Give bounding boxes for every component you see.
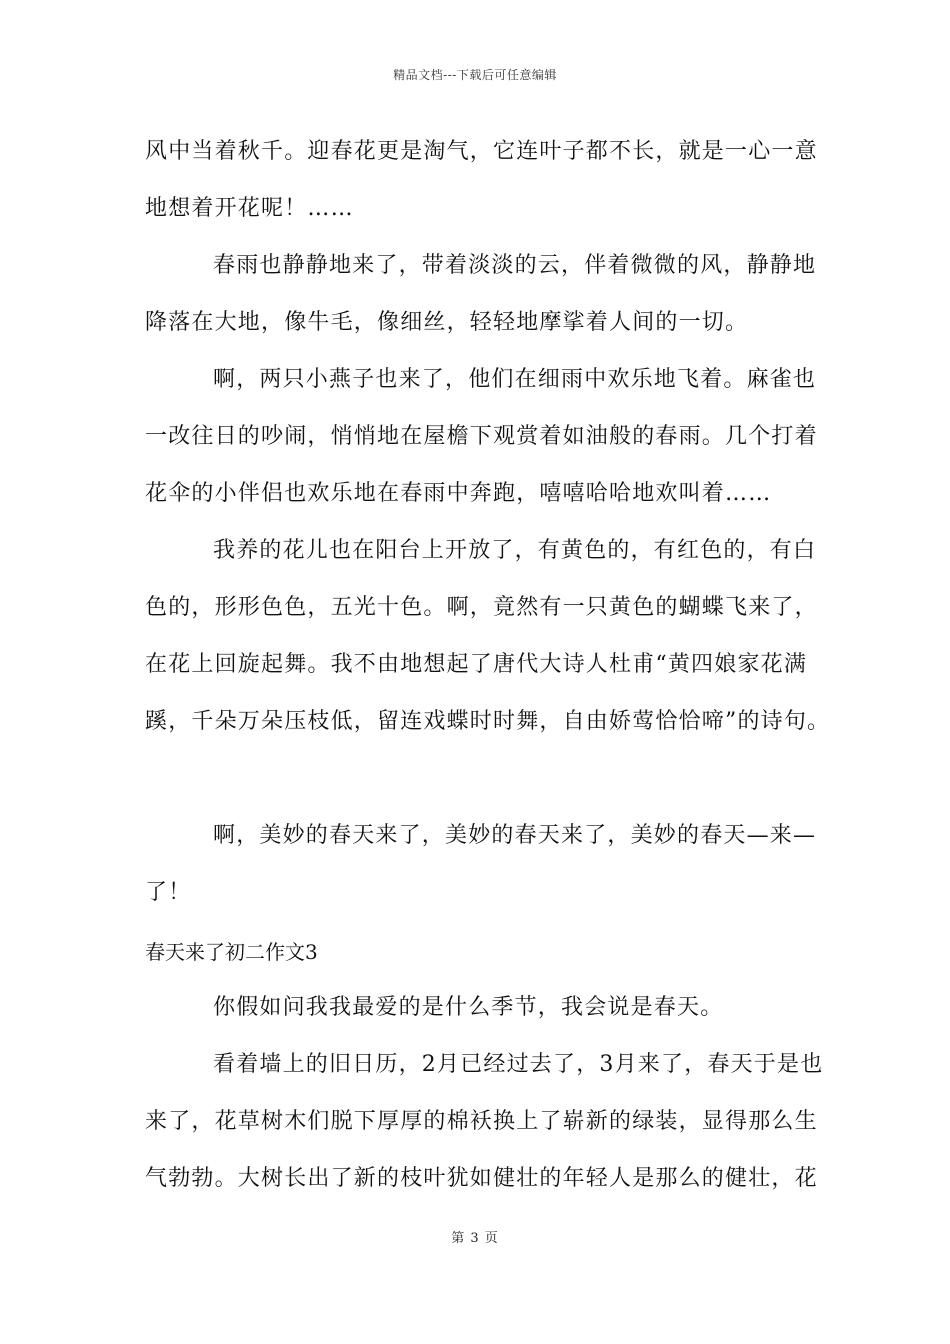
- paragraph-start: 啊，两只小燕子也来了，他们在细雨中欢乐地飞着。麻雀也: [213, 367, 817, 392]
- page-header: 精品文档---下载后可任意编辑: [393, 68, 557, 82]
- paragraph-start: 啊，美妙的春天来了，美妙的春天来了，美妙的春天—来—: [213, 823, 817, 848]
- text-line: 在花上回旋起舞。我不由地想起了唐代大诗人杜甫“黄四娘家花满: [145, 652, 808, 677]
- text-line: 蹊，千朵万朵压枝低，留连戏蝶时时舞，自由娇莺恰恰啼”的诗句。: [145, 709, 831, 734]
- paragraph-start: 你假如问我我最爱的是什么季节，我会说是春天。: [213, 995, 724, 1020]
- text-line: 气勃勃。大树长出了新的枝叶犹如健壮的年轻人是那么的健壮，花: [145, 1166, 818, 1191]
- text-line: 风中当着秋千。迎春花更是淘气，它连叶子都不长，就是一心一意: [145, 139, 818, 164]
- paragraph-start: 看着墙上的旧日历，2月已经过去了，3月来了，春天于是也: [213, 1052, 824, 1077]
- text-line: 花伞的小伴侣也欢乐地在春雨中奔跑，嘻嘻哈哈地欢叫着……: [145, 481, 772, 506]
- page-number: 第 3 页: [451, 1231, 499, 1246]
- text-line: 地想着开花呢！……: [145, 196, 354, 221]
- text-line: 一改往日的吵闹，悄悄地在屋檐下观赏着如油般的春雨。几个打着: [145, 424, 818, 449]
- text-line: 色的，形形色色，五光十色。啊，竟然有一只黄色的蝴蝶飞来了，: [145, 595, 818, 620]
- text-line: 降落在大地，像牛毛，像细丝，轻轻地摩挲着人间的一切。: [145, 310, 749, 335]
- text-line: 来了，花草树木们脱下厚厚的棉袄换上了崭新的绿装，显得那么生: [145, 1109, 818, 1134]
- text-line: 了！: [145, 880, 192, 905]
- section-heading: 春天来了初二作文3: [145, 940, 318, 964]
- paragraph-start: 春雨也静静地来了，带着淡淡的云，伴着微微的风，静静地: [213, 253, 817, 278]
- paragraph-start: 我养的花儿也在阳台上开放了，有黄色的，有红色的，有白: [213, 538, 817, 563]
